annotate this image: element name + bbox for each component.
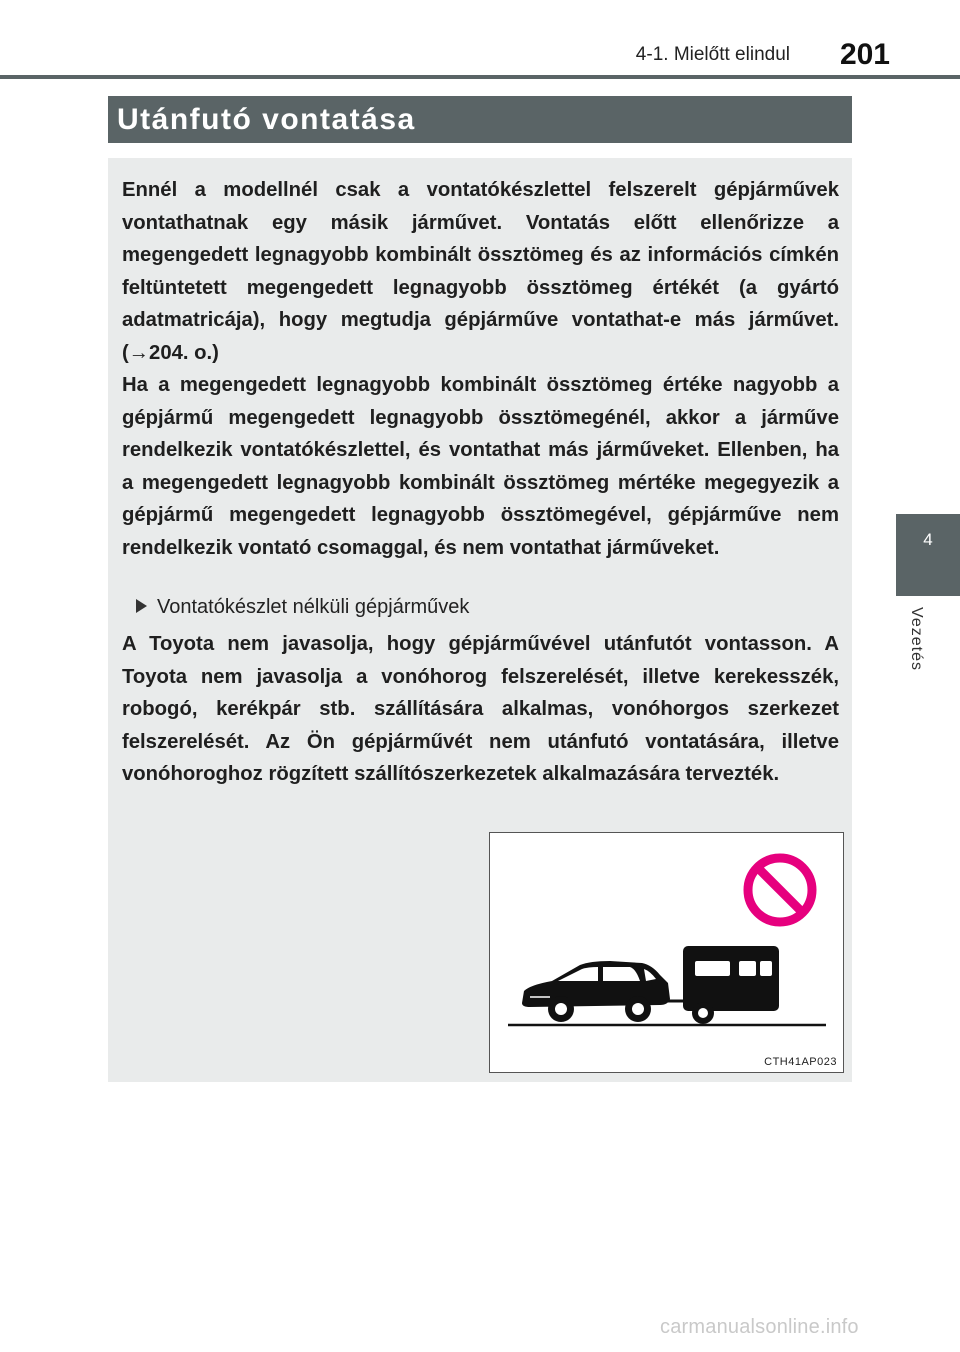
paragraph-2: Ha a megengedett legnagyobb kombinált össztömeg értéke nagyobb a gépjármű megengedett legnagyobb össztömegénél, akkor a járműve rendelkezik vontatókészlettel, és vontathat más járműveket. Ellenben, ha a megengedett legnagyobb kombinált össztömeg mértéke megegyezik a gépjármű megengedett legnagyobb össztömegével, gépjárműve nem rendelkezik vontató csomaggal, és nem vontathat járműveket. [122,374,839,559]
paragraph-1-text: Ennél a modellnél csak a vontatókészlettel felszerelt gépjárművek vontathatnak egy másik járművet. Vontatás előtt ellenőrizze a megengedett legnagyobb kombinált össztömeg és az információs címkén feltüntetett megengedett legnagyobb össztömeg értékét (a gyártó adatmatricája), hogy megtudja gépjárműve vontathat-e más járművet. ( [122,179,839,364]
header-divider [0,75,960,79]
trailer-icon [658,946,779,1024]
title-bar [108,96,852,143]
arrow-reference-icon: → [128,341,150,364]
chapter-number: 4 [923,530,933,549]
header-section-title: 4-1. Mielőtt elindul [635,44,790,65]
triangle-bullet-icon [136,599,147,613]
chapter-label: Vezetés [908,607,925,671]
bullet-item [136,593,469,621]
figure-code: CTH41AP023 [764,1056,837,1068]
chapter-tab [896,514,960,596]
watermark: carmanualsonline.info [660,1316,859,1338]
page-reference-link[interactable]: 204. o.) [149,341,219,364]
towing-illustration [489,832,844,1073]
towing-illustration-svg [490,833,845,1074]
paragraph-3: A Toyota nem javasolja, hogy gépjárművével utánfutót vontasson. A Toyota nem javasolja a vonóhorog felszerelését, illetve kerekesszék, robogó, kerékpár stb. szállítására alkalmas, vonóhorgos szerkezet felszerelését. Az Ön gépjárművét nem utánfutó vontatására, illetve vonóhoroghoz rögzített szállítószerkezetek alkalmazására tervezték. [122,633,839,785]
paragraph-1 [122,174,839,369]
car-icon [522,961,670,1022]
page-number: 201 [839,38,890,71]
bullet-text: Vontatókészlet nélküli gépjárművek [157,596,470,618]
page-title: Utánfutó vontatása [117,103,416,136]
prohibited-icon [748,858,812,922]
